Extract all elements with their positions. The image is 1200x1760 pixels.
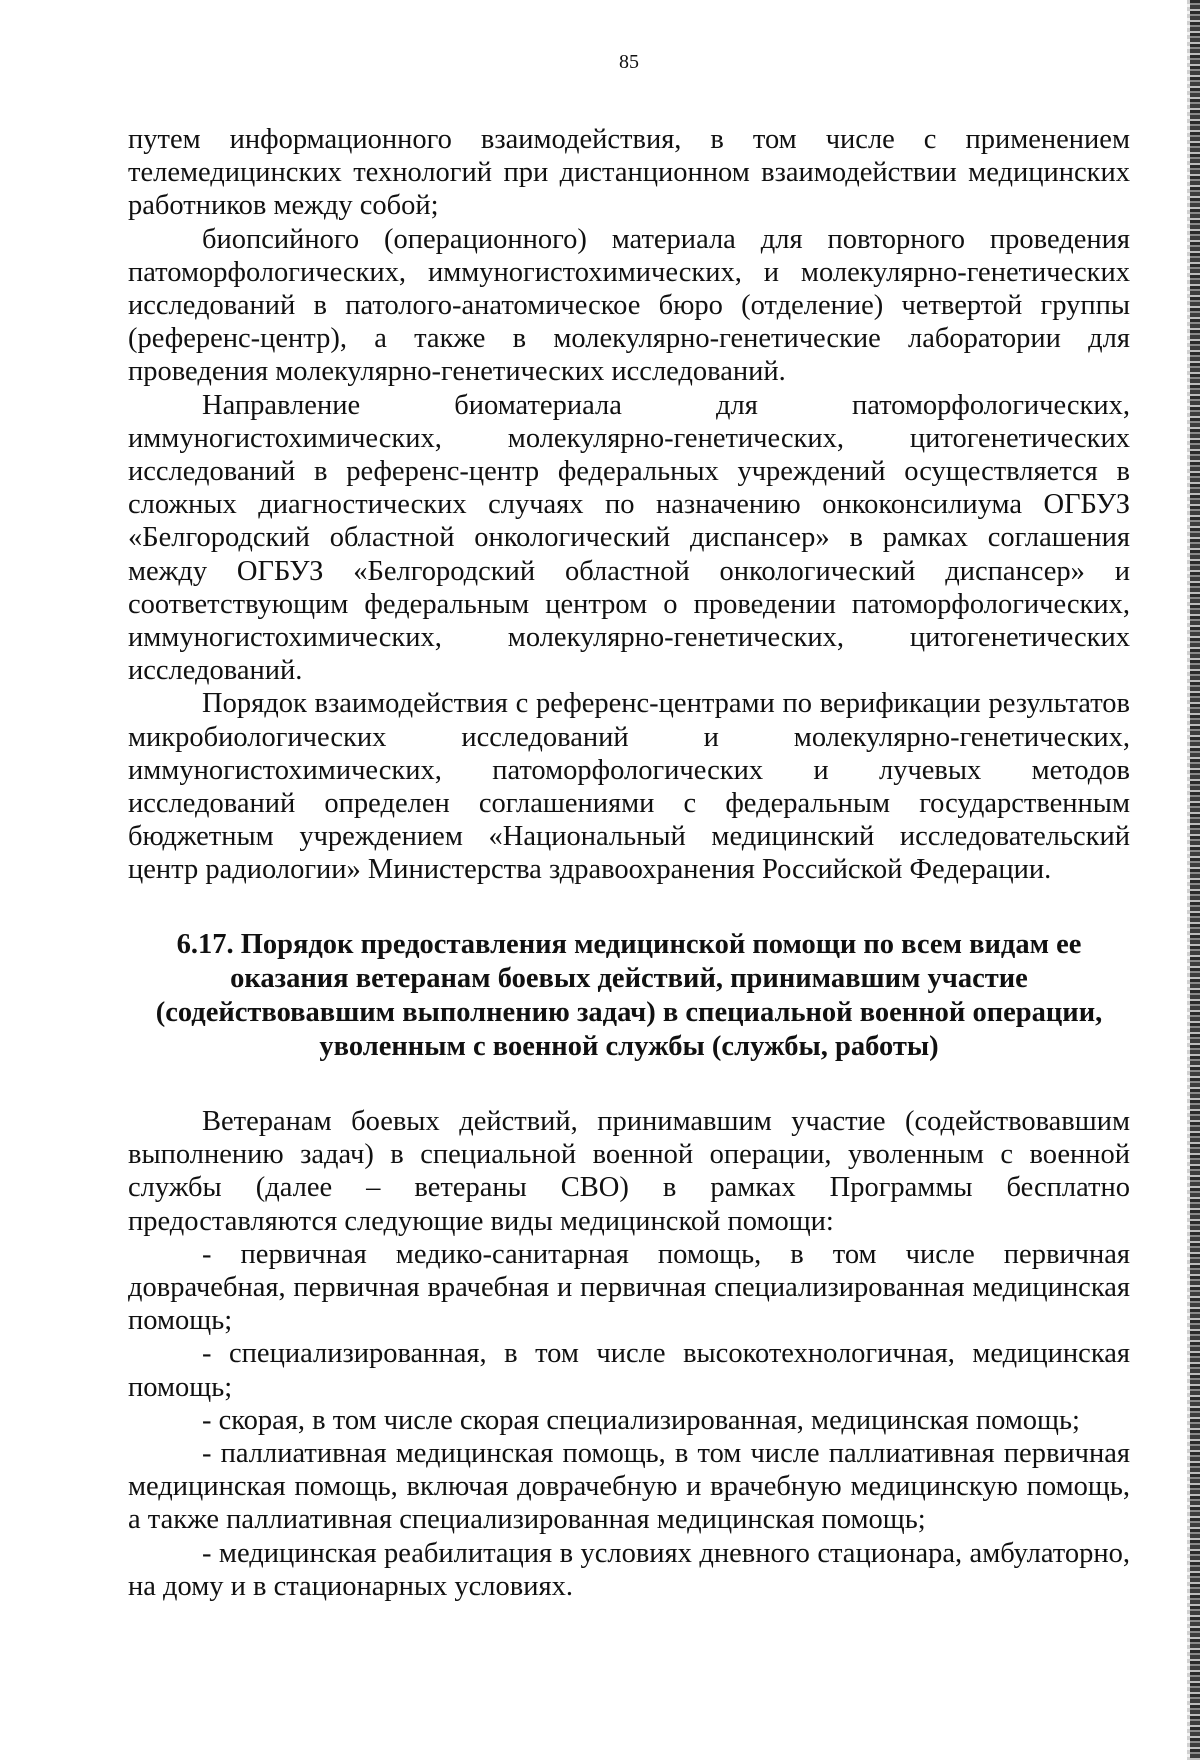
list-item: - специализированная, в том числе высокотехнологичная, медицинская помощь; (128, 1338, 1130, 1403)
list-item: - скорая, в том числе скорая специализированная, медицинская помощь; (202, 1404, 1080, 1436)
list-item: - паллиативная медицинская помощь, в том числе паллиативная первичная медицинская помощь, включая доврачебную и врачебную медицинскую помощь, а также паллиативная специализированная медицинская помощь; (128, 1438, 1130, 1536)
paragraph: биопсийного (операционного) материала для повторного проведения патоморфологических, иммуногистохимических, и молекулярно-генетических исследований в патолого-анатомическое бюро (отделение) четвертой группы (референс-центр), а также в молекулярно-генетические лаборатории для проведения молекулярно-генетических исследований. (128, 223, 1130, 388)
section-body (128, 1105, 1130, 1603)
body-text-top (128, 123, 1130, 887)
section-heading: 6.17. Порядок предоставления медицинской помощи по всем видам ее оказания ветеранам боевых действий, принимавшим участие (содействовавшим выполнению задач) в специальной военной операции, уволенным с военной службы (службы, работы) (155, 929, 1103, 1062)
section-intro: Ветеранам боевых действий, принимавшим участие (содействовавшим выполнению задач) в специальной военной операции, уволенным с военной службы (далее – ветераны СВО) в рамках Программы бесплатно предоставляются следующие виды медицинской помощи: (128, 1106, 1130, 1237)
list-item: - первичная медико-санитарная помощь, в том числе первичная доврачебная, первичная врачебная и первичная специализированная медицинская помощь; (128, 1238, 1130, 1337)
list-item: - медицинская реабилитация в условиях дневного стационара, амбулаторно, на дому и в стационарных условиях. (128, 1537, 1130, 1602)
paragraph: Направление биоматериала для патоморфологических, иммуногистохимических, молекулярно-генетических, цитогенетических исследований в референс-центр федеральных учреждений осуществляется в сложных диагностических случаях по назначению онкоконсилиума ОГБУЗ «Белгородский областной онкологический диспансер» в рамках соглашения между ОГБУЗ «Белгородский областной онкологический диспансер» и соответствующим федеральным центром о проведении патоморфологических, иммуногистохимических, молекулярно-генетических, цитогенетических исследований. (128, 389, 1130, 687)
paragraph: Порядок взаимодействия с референс-центрами по верификации результатов микробиологических исследований и молекулярно-генетических, иммуногистохимических, патоморфологических и лучевых методов исследований определен соглашениями с федеральным государственным бюджетным учреждением «Национальный медицинский исследовательский центр радиологии» Министерства здравоохранения Российской Федерации. (128, 688, 1130, 886)
paragraph: путем информационного взаимодействия, в том числе с применением телемедицинских технологий при дистанционном взаимодействии медицинских работников между собой; (128, 124, 1130, 222)
scan-edge (1190, 0, 1200, 1760)
page-number: 85 (619, 51, 639, 73)
